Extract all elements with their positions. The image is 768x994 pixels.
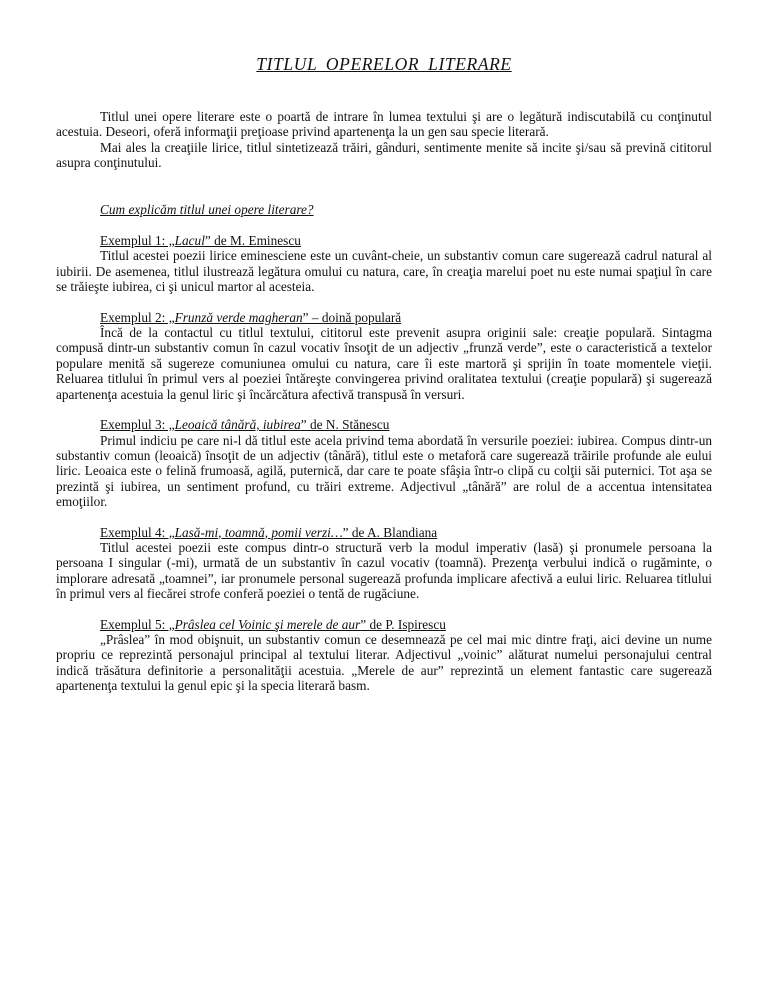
example-prefix: Exemplul 3: „ (100, 417, 175, 433)
example-text: Primul indiciu pe care ni-l dă titlul este acela privind tema abordată în versurile poeziei: iubirea. Compus dintr-un substantiv comun (leoaică) însoţit de un adjectiv (tânără), titlul este o metaforă care sugerează trăirile profunde ale eului liric. Leoaica este o felină frumoasă, agilă, puternică, dar care te poate sfâşia într-o clipă cu colţii săi puternici. Tot aşa se prezintă şi iubirea, un sentiment profund, cu trăiri extreme. Adjectivul „tânără” are rolul de a accentua intensitatea emoţiilor. (56, 432, 712, 510)
example-prefix: Exemplul 5: „ (100, 616, 175, 632)
example-text: „Prâslea” în mod obişnuit, un substantiv comun ce desemnează pe cel mai mic dintre fraţi, aici devine un nume propriu ce reprezintă personajul principal al textului literar. Adjectivul „voinic” alăturat numelui personajului central indică trăsătura definitorie a personalităţii acestuia. „Merele de aur” reprezintă un element fantastic care sugerează apartenenţa textului la genul epic şi la specia literară basm. (56, 631, 712, 694)
example-suffix: ” de A. Blandiana (342, 524, 438, 540)
example-3 (56, 417, 712, 509)
example-text: Titlul acestei poezii lirice eminesciene este un cuvânt-cheie, un substantiv comun care sugerează cadrul natural al iubirii. De asemenea, titlul ilustrează legătura omului cu natura, care, în creaţia marelui poet nu este numai spaţiul în care se trăieşte iubirea, ci şi unicul martor al acesteia. (56, 248, 712, 295)
example-5 (56, 617, 712, 694)
example-work-title: Frunză verde magheran (174, 309, 303, 325)
example-heading (56, 525, 712, 540)
example-suffix: ” de P. Ispirescu (360, 616, 446, 632)
example-suffix: ” de M. Eminescu (204, 233, 301, 249)
example-work-title: Prâslea cel Voinic şi merele de aur (174, 616, 361, 632)
intro-paragraph-1: Titlul unei opere literare este o poartă de intrare în lumea textului şi are o legătură indiscutabilă cu conţinutul acestuia. Deseori, oferă informaţii preţioase privind apartenenţa la un gen sau specie literară. (56, 109, 712, 140)
page-title: TITLUL OPERELOR LITERARE (256, 54, 512, 74)
example-heading (56, 310, 712, 325)
example-prefix: Exemplul 4: „ (100, 524, 175, 540)
example-suffix: ” – doină populară (302, 309, 402, 325)
intro-paragraph-2: Mai ales la creaţiile lirice, titlul sintetizează trăiri, gânduri, sentimente menite să incite şi/sau să prevină cititorul asupra conţinutului. (56, 139, 712, 171)
example-heading (56, 417, 712, 432)
example-work-title: Leoaică tânără, iubirea (174, 417, 301, 433)
example-work-title: Lasă-mi, toamnă, pomii verzi… (174, 524, 343, 540)
example-heading (56, 233, 712, 248)
example-text: Încă de la contactul cu titlul textului, cititorul este prevenit asupra originii sale: creaţie populară. Sintagma compusă dintr-un substantiv comun în cazul vocativ însoţit de un adjectiv „frunză verde”, este o caracteristică a textelor populare menită să sugereze comuniunea omului cu natura, care îi este martoră şi sprijin în toate momentele vieţii. Reluarea titlului în primul vers al poeziei întăreşte convingerea privind oralitatea textului (creaţie populară) şi sugerează apartenenţa acestuia la genul liric şi încărcătura afectivă transpusă în versuri. (56, 325, 712, 402)
example-2 (56, 310, 712, 402)
example-1 (56, 233, 712, 295)
example-prefix: Exemplul 1: „ (100, 233, 175, 249)
example-text: Titlul acestei poezii este compus dintr-o structură verb la modul imperativ (lasă) şi pronumele persoana la persoana I singular (-mi), urmată de un substantiv în cazul vocativ (toamnă). Prezenţa verbului indică o rugăminte, o implorare adresată „toamnei”, iar pronumele personal sugerează profunda implicare afectivă a eului liric. Reluarea titlului în primul vers al fiecărei strofe conferă poeziei o tentă de rugăciune. (56, 539, 712, 602)
example-work-title: Lacul (174, 233, 205, 249)
example-suffix: ” de N. Stănescu (300, 417, 390, 433)
section-question: Cum explicăm titlul unei opere literare? (100, 201, 314, 217)
example-prefix: Exemplul 2: „ (100, 309, 175, 325)
example-4 (56, 525, 712, 602)
example-heading (56, 617, 712, 632)
